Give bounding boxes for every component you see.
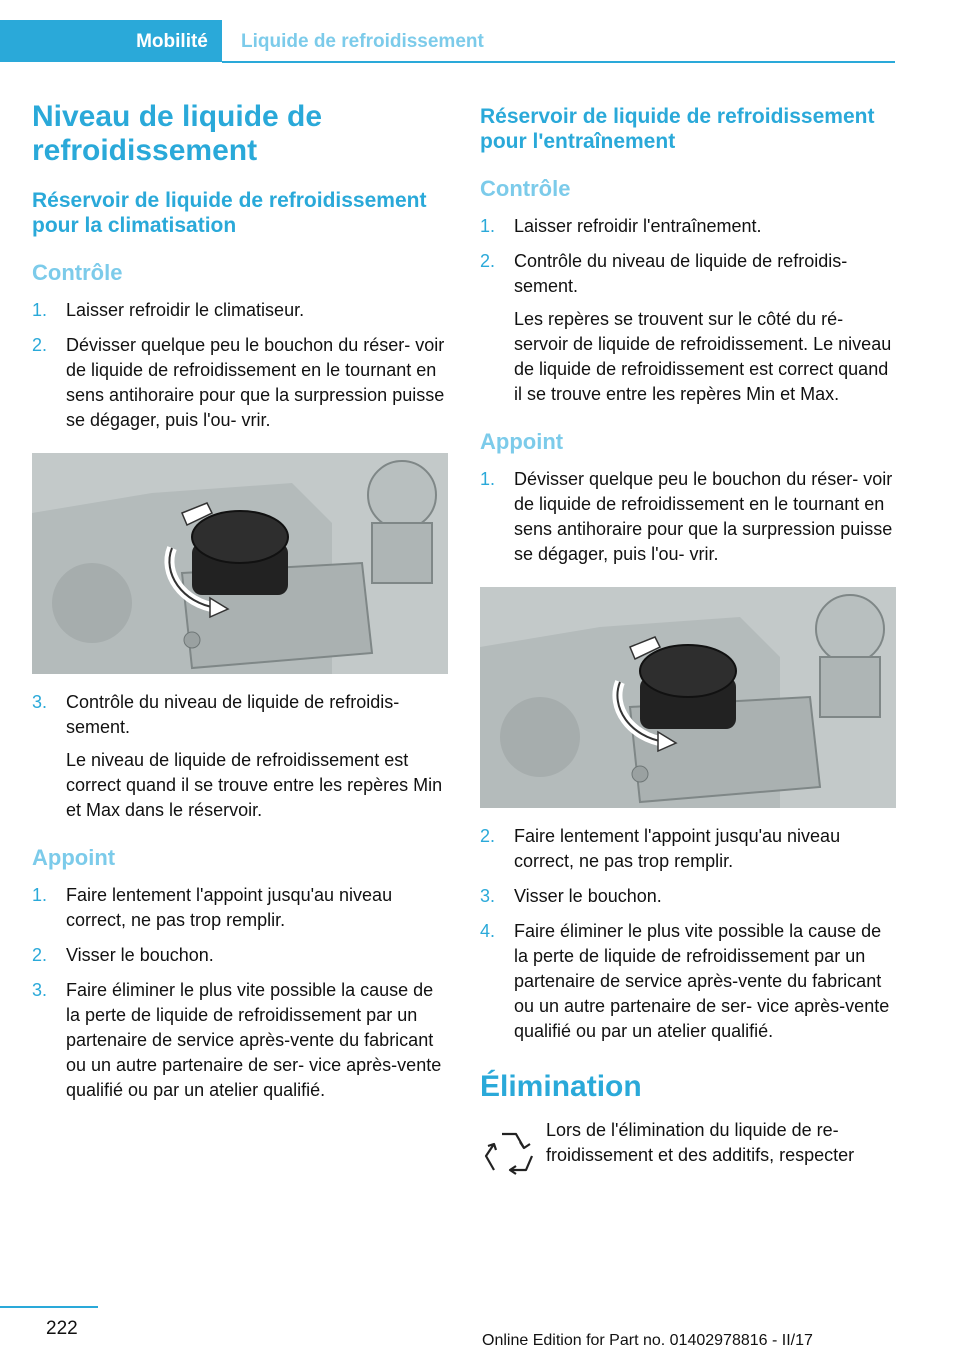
chapter-tab[interactable]: Mobilité xyxy=(122,20,222,62)
right-check-list xyxy=(480,214,896,407)
list-item xyxy=(480,467,896,567)
header-accent-bar xyxy=(0,20,122,62)
step-text: Contrôle du niveau de liquide de refroidis- sement. xyxy=(66,692,400,737)
step-number: 4. xyxy=(480,921,496,941)
footer-rule xyxy=(0,1306,98,1308)
list-item xyxy=(480,884,896,909)
step-text: Faire éliminer le plus vite possible la cause de la perte de liquide de refroidissement par un partenaire de service après-vente du fabricant ou un autre partenaire de ser- vice après-vente qualifié ou par un atelier qualifié. xyxy=(66,980,442,1100)
step-subtext: Le niveau de liquide de refroidissement est correct quand il se trouve entre les repères Min et Max dans le réservoir. xyxy=(66,750,443,820)
step-text: Faire lentement l'appoint jusqu'au niveau correct, ne pas trop remplir. xyxy=(66,885,393,930)
step-number: 3. xyxy=(32,692,48,712)
step-text: Laisser refroidir l'entraînement. xyxy=(514,216,762,236)
step-text: Visser le bouchon. xyxy=(66,945,214,965)
coolant-cap-photo-climate xyxy=(32,453,448,674)
list-item xyxy=(480,214,896,239)
step-number: 2. xyxy=(480,826,496,846)
right-column xyxy=(480,104,896,1208)
right-topup-list xyxy=(480,467,896,567)
page-number: 222 xyxy=(46,1318,78,1339)
step-text: Dévisser quelque peu le bouchon du réser- voir de liquide de refroidissement en le tournant en sens antihoraire pour que la surpression puisse se dégager, puis l'ou- vrir. xyxy=(514,469,893,564)
left-check-list-continued xyxy=(32,690,448,823)
list-item xyxy=(480,824,896,874)
coolant-cap-illustration xyxy=(32,453,448,674)
disposal-heading: Élimination xyxy=(480,1070,642,1103)
left-column xyxy=(32,100,448,1113)
list-item xyxy=(480,249,896,407)
edition-footer: Online Edition for Part no. 01402978816 - II/17 xyxy=(482,1332,813,1349)
left-subtitle: Réservoir de liquide de refroidissement pour la climatisation xyxy=(32,189,427,237)
step-number: 2. xyxy=(32,335,48,355)
step-subtext: Les repères se trouvent sur le côté du ré- servoir de liquide de refroidissement. Le niveau de liquide de refroidissement est correct quand il se trouve entre les repères Min et Max. xyxy=(514,309,892,404)
section-title: Liquide de refroidissement xyxy=(241,31,484,52)
recycle-icon xyxy=(480,1126,538,1184)
step-text: Dévisser quelque peu le bouchon du réser- voir de liquide de refroidissement en le tournant en sens antihoraire pour que la surpression puisse se dégager, puis l'ou- vrir. xyxy=(66,335,445,430)
step-number: 1. xyxy=(32,885,48,905)
left-check-list xyxy=(32,298,448,433)
step-number: 3. xyxy=(480,886,496,906)
list-item xyxy=(32,883,448,933)
step-number: 2. xyxy=(32,945,48,965)
coolant-cap-photo-drive xyxy=(480,587,896,808)
right-topup-list-continued xyxy=(480,824,896,1044)
step-text: Contrôle du niveau de liquide de refroidis- sement. xyxy=(514,251,848,296)
coolant-cap-illustration xyxy=(480,587,896,808)
step-number: 1. xyxy=(480,469,496,489)
disposal-note xyxy=(480,1118,896,1208)
page-title: Niveau de liquide de refroidissement xyxy=(32,100,323,167)
step-number: 1. xyxy=(480,216,496,236)
left-topup-list xyxy=(32,883,448,1103)
list-item xyxy=(32,978,448,1103)
step-number: 2. xyxy=(480,251,496,271)
right-check-heading: Contrôle xyxy=(480,176,571,201)
left-topup-heading: Appoint xyxy=(32,845,116,870)
step-text: Faire lentement l'appoint jusqu'au niveau correct, ne pas trop remplir. xyxy=(514,826,841,871)
right-topup-heading: Appoint xyxy=(480,429,564,454)
list-item xyxy=(32,943,448,968)
right-subtitle: Réservoir de liquide de refroidissement pour l'entraînement xyxy=(480,105,875,153)
list-item xyxy=(32,690,448,823)
list-item xyxy=(32,298,448,323)
step-number: 1. xyxy=(32,300,48,320)
list-item xyxy=(32,333,448,433)
left-check-heading: Contrôle xyxy=(32,260,123,285)
step-text: Laisser refroidir le climatiseur. xyxy=(66,300,305,320)
disposal-text: Lors de l'élimination du liquide de re- froidissement et des additifs, respecter xyxy=(546,1120,855,1165)
step-text: Faire éliminer le plus vite possible la cause de la perte de liquide de refroidissement par un partenaire de service après-vente du fabricant ou un autre partenaire de ser- vice après-vente qualifié ou par un atelier qualifié. xyxy=(514,921,890,1041)
step-number: 3. xyxy=(32,980,48,1000)
header-rule xyxy=(222,61,895,63)
step-text: Visser le bouchon. xyxy=(514,886,662,906)
list-item xyxy=(480,919,896,1044)
